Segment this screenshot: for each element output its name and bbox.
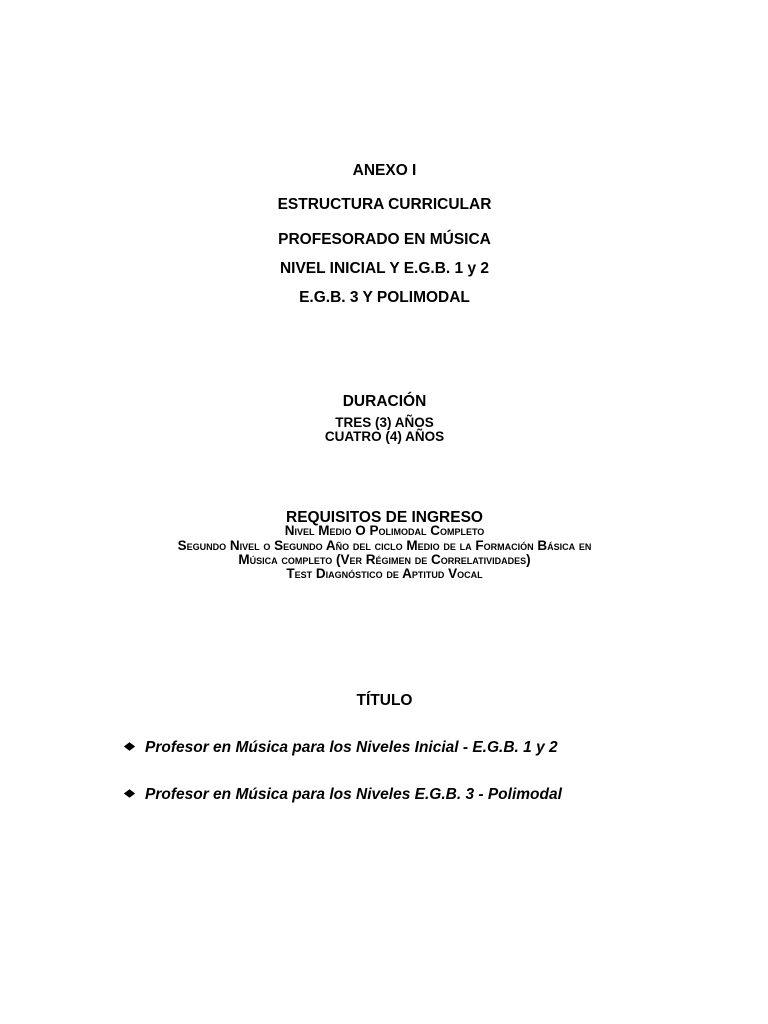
requirement-line-2: Segundo Nivel o Segundo Año del ciclo Medio de la Formación Básica en xyxy=(177,538,592,553)
requirement-line-4: Test Diagnóstico de Aptitud Vocal xyxy=(286,566,483,581)
degree-list-item xyxy=(126,739,558,757)
duration-option-1: TRES (3) AÑOS xyxy=(335,415,434,430)
title-heading: TÍTULO xyxy=(356,692,413,709)
requirement-line-3: Música completo (Ver Régimen de Correlatividades) xyxy=(238,552,531,567)
level-heading-1: NIVEL INICIAL Y E.G.B. 1 y 2 xyxy=(279,260,490,277)
diamond-bullet-icon xyxy=(124,789,135,798)
structure-heading: ESTRUCTURA CURRICULAR xyxy=(277,196,492,213)
program-heading: PROFESORADO EN MÚSICA xyxy=(278,231,491,248)
degree-label-2: Profesor en Música para los Niveles E.G.B. 3 - Polimodal xyxy=(145,786,562,803)
annex-heading: ANEXO I xyxy=(352,162,417,179)
level-heading-2: E.G.B. 3 Y POLIMODAL xyxy=(299,289,470,306)
requirements-heading: REQUISITOS DE INGRESO xyxy=(286,509,483,526)
degree-label-1: Profesor en Música para los Niveles Inicial - E.G.B. 1 y 2 xyxy=(145,739,558,756)
duration-heading: DURACIÓN xyxy=(342,393,427,410)
degree-list-item xyxy=(126,786,562,804)
requirement-line-1: Nivel Medio O Polimodal Completo xyxy=(284,523,485,538)
duration-option-2: CUATRO (4) AÑOS xyxy=(324,429,445,444)
diamond-bullet-icon xyxy=(124,742,135,751)
